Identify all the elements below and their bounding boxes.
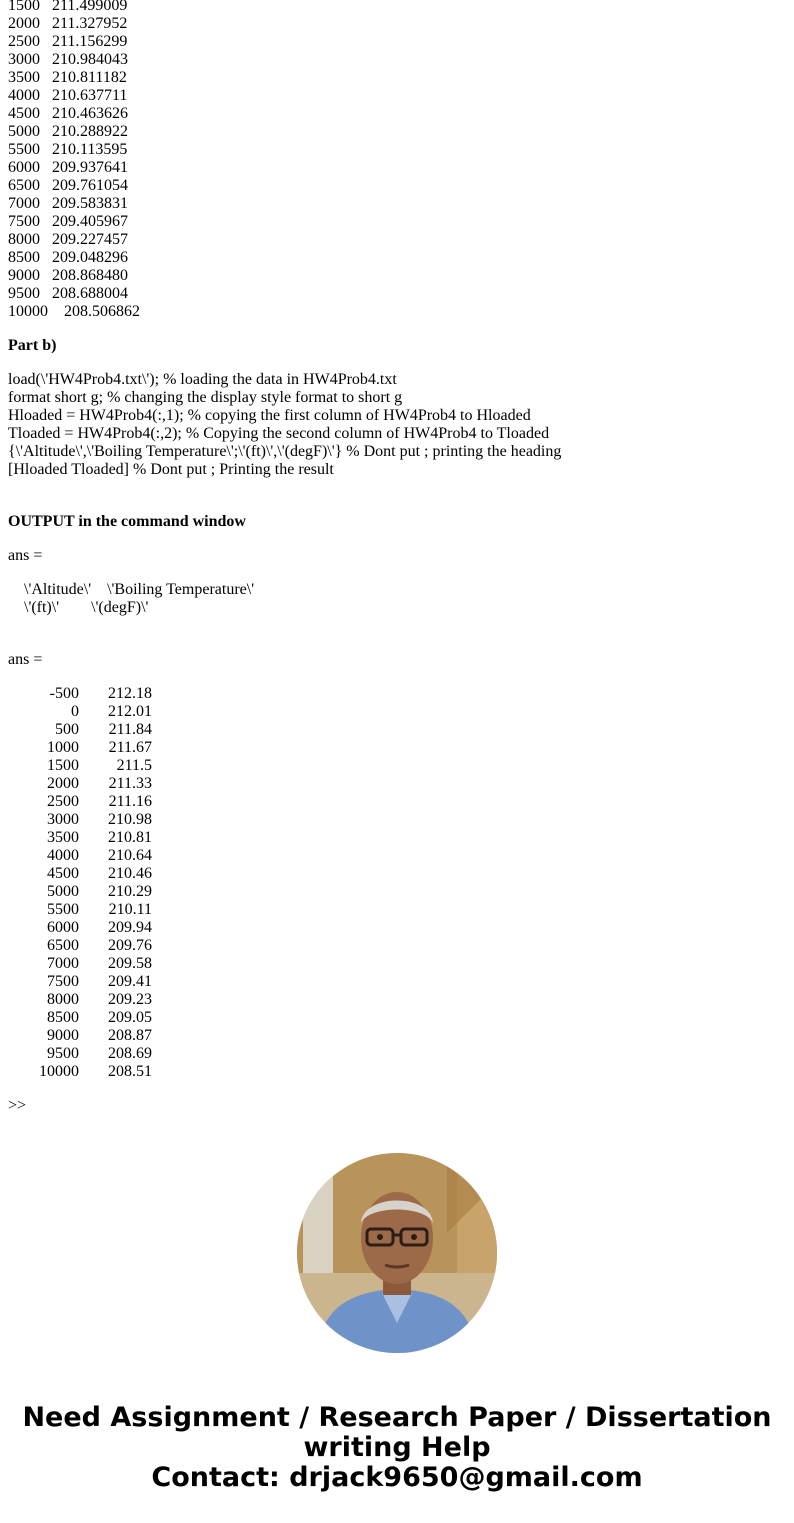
code-line: load(\'HW4Prob4.txt\'); % loading the data in HW4Prob4.txt — [8, 371, 397, 388]
altitude-value: 5000 — [8, 123, 40, 140]
output-table-row — [8, 775, 778, 793]
altitude-value: 6000 — [8, 159, 40, 176]
output-table-row — [8, 685, 778, 703]
altitude-value: 10000 — [8, 303, 48, 320]
part-a-table-row — [8, 141, 778, 159]
output-altitude: 7500 — [47, 973, 79, 990]
part-a-table-row — [8, 249, 778, 267]
altitude-value: 3000 — [8, 51, 40, 68]
document-body — [8, 0, 778, 1115]
part-a-table-row — [8, 51, 778, 69]
part-a-table-row — [8, 15, 778, 33]
part-a-table-row — [8, 213, 778, 231]
output-header-line-1: \'Altitude\' \'Boiling Temperature\' — [8, 581, 255, 598]
output-table-row — [8, 865, 778, 883]
code-line: Tloaded = HW4Prob4(:,2); % Copying the second column of HW4Prob4 to Tloaded — [8, 425, 550, 442]
part-a-table-row — [8, 177, 778, 195]
output-altitude: 500 — [55, 721, 79, 738]
output-altitude: 9000 — [47, 1027, 79, 1044]
temperature-value: 208.688004 — [52, 285, 128, 302]
temperature-value: 210.288922 — [52, 123, 128, 140]
output-altitude: 2500 — [47, 793, 79, 810]
author-avatar — [297, 1153, 497, 1353]
temperature-value: 209.583831 — [52, 195, 128, 212]
output-temperature: 212.01 — [108, 703, 152, 720]
ans-label: ans = — [8, 651, 43, 668]
altitude-value: 7500 — [8, 213, 40, 230]
output-temperature: 210.46 — [108, 865, 152, 882]
output-temperature: 211.33 — [108, 775, 152, 792]
output-table-row — [8, 829, 778, 847]
promo-contact[interactable]: Contact: drjack9650@gmail.com — [151, 1462, 643, 1493]
output-temperature: 212.18 — [108, 685, 152, 702]
part-a-table-row — [8, 231, 778, 249]
output-table-row — [8, 847, 778, 865]
output-altitude: 1500 — [47, 757, 79, 774]
altitude-value: 5500 — [8, 141, 40, 158]
output-temperature: 209.94 — [108, 919, 152, 936]
promo-line-1: Need Assignment / Research Paper / Dissertation — [22, 1402, 772, 1433]
output-table-row — [8, 703, 778, 721]
part-a-table-row — [8, 195, 778, 213]
output-altitude: 5000 — [47, 883, 79, 900]
output-table-row — [8, 919, 778, 937]
output-heading: OUTPUT in the command window — [8, 513, 246, 530]
output-temperature: 209.05 — [108, 1009, 152, 1026]
part-a-table-row — [8, 267, 778, 285]
output-altitude: 2000 — [47, 775, 79, 792]
temperature-value: 210.463626 — [52, 105, 128, 122]
part-a-table-row — [8, 285, 778, 303]
output-header-line-2: \'(ft)\' \'(degF)\' — [8, 599, 149, 616]
matlab-code-block — [8, 371, 778, 479]
temperature-value: 210.984043 — [52, 51, 128, 68]
output-table-row — [8, 757, 778, 775]
output-table-row — [8, 811, 778, 829]
altitude-value: 1500 — [8, 0, 40, 14]
output-altitude: 9500 — [47, 1045, 79, 1062]
code-line: {\'Altitude\',\'Boiling Temperature\';\'(ft)\',\'(degF)\'} % Dont put ; printing the heading — [8, 443, 562, 460]
output-altitude: 7000 — [47, 955, 79, 972]
output-temperature: 208.69 — [108, 1045, 152, 1062]
output-altitude: 1000 — [47, 739, 79, 756]
output-table-row — [8, 901, 778, 919]
output-temperature: 209.58 — [108, 955, 152, 972]
part-a-table-row — [8, 303, 778, 321]
output-altitude: -500 — [49, 685, 79, 702]
temperature-value: 208.868480 — [52, 267, 128, 284]
temperature-value: 210.113595 — [52, 141, 128, 158]
altitude-value: 9500 — [8, 285, 40, 302]
code-line: Hloaded = HW4Prob4(:,1); % copying the first column of HW4Prob4 to Hloaded — [8, 407, 531, 424]
ans-label: ans = — [8, 547, 43, 564]
output-altitude: 4500 — [47, 865, 79, 882]
output-temperature: 210.98 — [108, 811, 152, 828]
temperature-value: 209.227457 — [52, 231, 128, 248]
part-a-table-row — [8, 123, 778, 141]
output-temperature: 211.5 — [116, 757, 152, 774]
temperature-value: 211.327952 — [52, 15, 128, 32]
command-prompt: >> — [8, 1097, 27, 1114]
output-temperature: 209.41 — [108, 973, 152, 990]
part-a-table-row — [8, 69, 778, 87]
output-temperature: 211.16 — [108, 793, 152, 810]
output-altitude: 8500 — [47, 1009, 79, 1026]
temperature-value: 209.761054 — [52, 177, 128, 194]
output-table-row — [8, 1009, 778, 1027]
output-table-row — [8, 955, 778, 973]
temperature-value: 209.405967 — [52, 213, 128, 230]
output-table-row — [8, 937, 778, 955]
output-temperature: 208.87 — [108, 1027, 152, 1044]
part-a-data-table — [8, 0, 778, 321]
temperature-value: 209.048296 — [52, 249, 128, 266]
output-table-row — [8, 973, 778, 991]
output-temperature: 209.23 — [108, 991, 152, 1008]
output-altitude: 5500 — [47, 901, 79, 918]
output-altitude: 3000 — [47, 811, 79, 828]
part-a-table-row — [8, 33, 778, 51]
part-a-table-row — [8, 87, 778, 105]
altitude-value: 3500 — [8, 69, 40, 86]
code-line: [Hloaded Tloaded] % Dont put ; Printing the result — [8, 461, 334, 478]
output-table-row — [8, 991, 778, 1009]
output-table-row — [8, 883, 778, 901]
part-b-heading: Part b) — [8, 337, 57, 354]
temperature-value: 210.637711 — [52, 87, 128, 104]
altitude-value: 8000 — [8, 231, 40, 248]
altitude-value: 4500 — [8, 105, 40, 122]
temperature-value: 209.937641 — [52, 159, 128, 176]
output-temperature: 210.11 — [108, 901, 152, 918]
output-altitude: 10000 — [39, 1063, 79, 1080]
output-temperature: 210.29 — [108, 883, 152, 900]
output-table-row — [8, 793, 778, 811]
author-photo-icon — [297, 1153, 497, 1353]
output-temperature: 211.67 — [108, 739, 152, 756]
output-altitude: 6000 — [47, 919, 79, 936]
output-altitude: 3500 — [47, 829, 79, 846]
output-temperature: 210.81 — [108, 829, 152, 846]
promo-banner — [0, 1403, 794, 1493]
temperature-value: 211.499009 — [52, 0, 128, 14]
output-altitude: 4000 — [47, 847, 79, 864]
temperature-value: 208.506862 — [64, 303, 140, 320]
promo-line-2: writing Help — [303, 1432, 491, 1463]
output-altitude: 6500 — [47, 937, 79, 954]
output-altitude: 8000 — [47, 991, 79, 1008]
temperature-value: 211.156299 — [52, 33, 128, 50]
output-temperature: 211.84 — [108, 721, 152, 738]
output-temperature: 210.64 — [108, 847, 152, 864]
temperature-value: 210.811182 — [52, 69, 127, 86]
altitude-value: 6500 — [8, 177, 40, 194]
altitude-value: 7000 — [8, 195, 40, 212]
altitude-value: 2500 — [8, 33, 40, 50]
altitude-value: 9000 — [8, 267, 40, 284]
output-temperature: 208.51 — [108, 1063, 152, 1080]
altitude-value: 4000 — [8, 87, 40, 104]
output-temperature: 209.76 — [108, 937, 152, 954]
part-a-table-row — [8, 0, 778, 15]
output-table-row — [8, 1027, 778, 1045]
output-table-row — [8, 1045, 778, 1063]
altitude-value: 8500 — [8, 249, 40, 266]
part-a-table-row — [8, 105, 778, 123]
code-line: format short g; % changing the display style format to short g — [8, 389, 403, 406]
part-a-table-row — [8, 159, 778, 177]
output-table-row — [8, 721, 778, 739]
output-table-row — [8, 1063, 778, 1081]
altitude-value: 2000 — [8, 15, 40, 32]
output-result-table — [8, 685, 778, 1081]
output-table-row — [8, 739, 778, 757]
output-altitude: 0 — [71, 703, 79, 720]
